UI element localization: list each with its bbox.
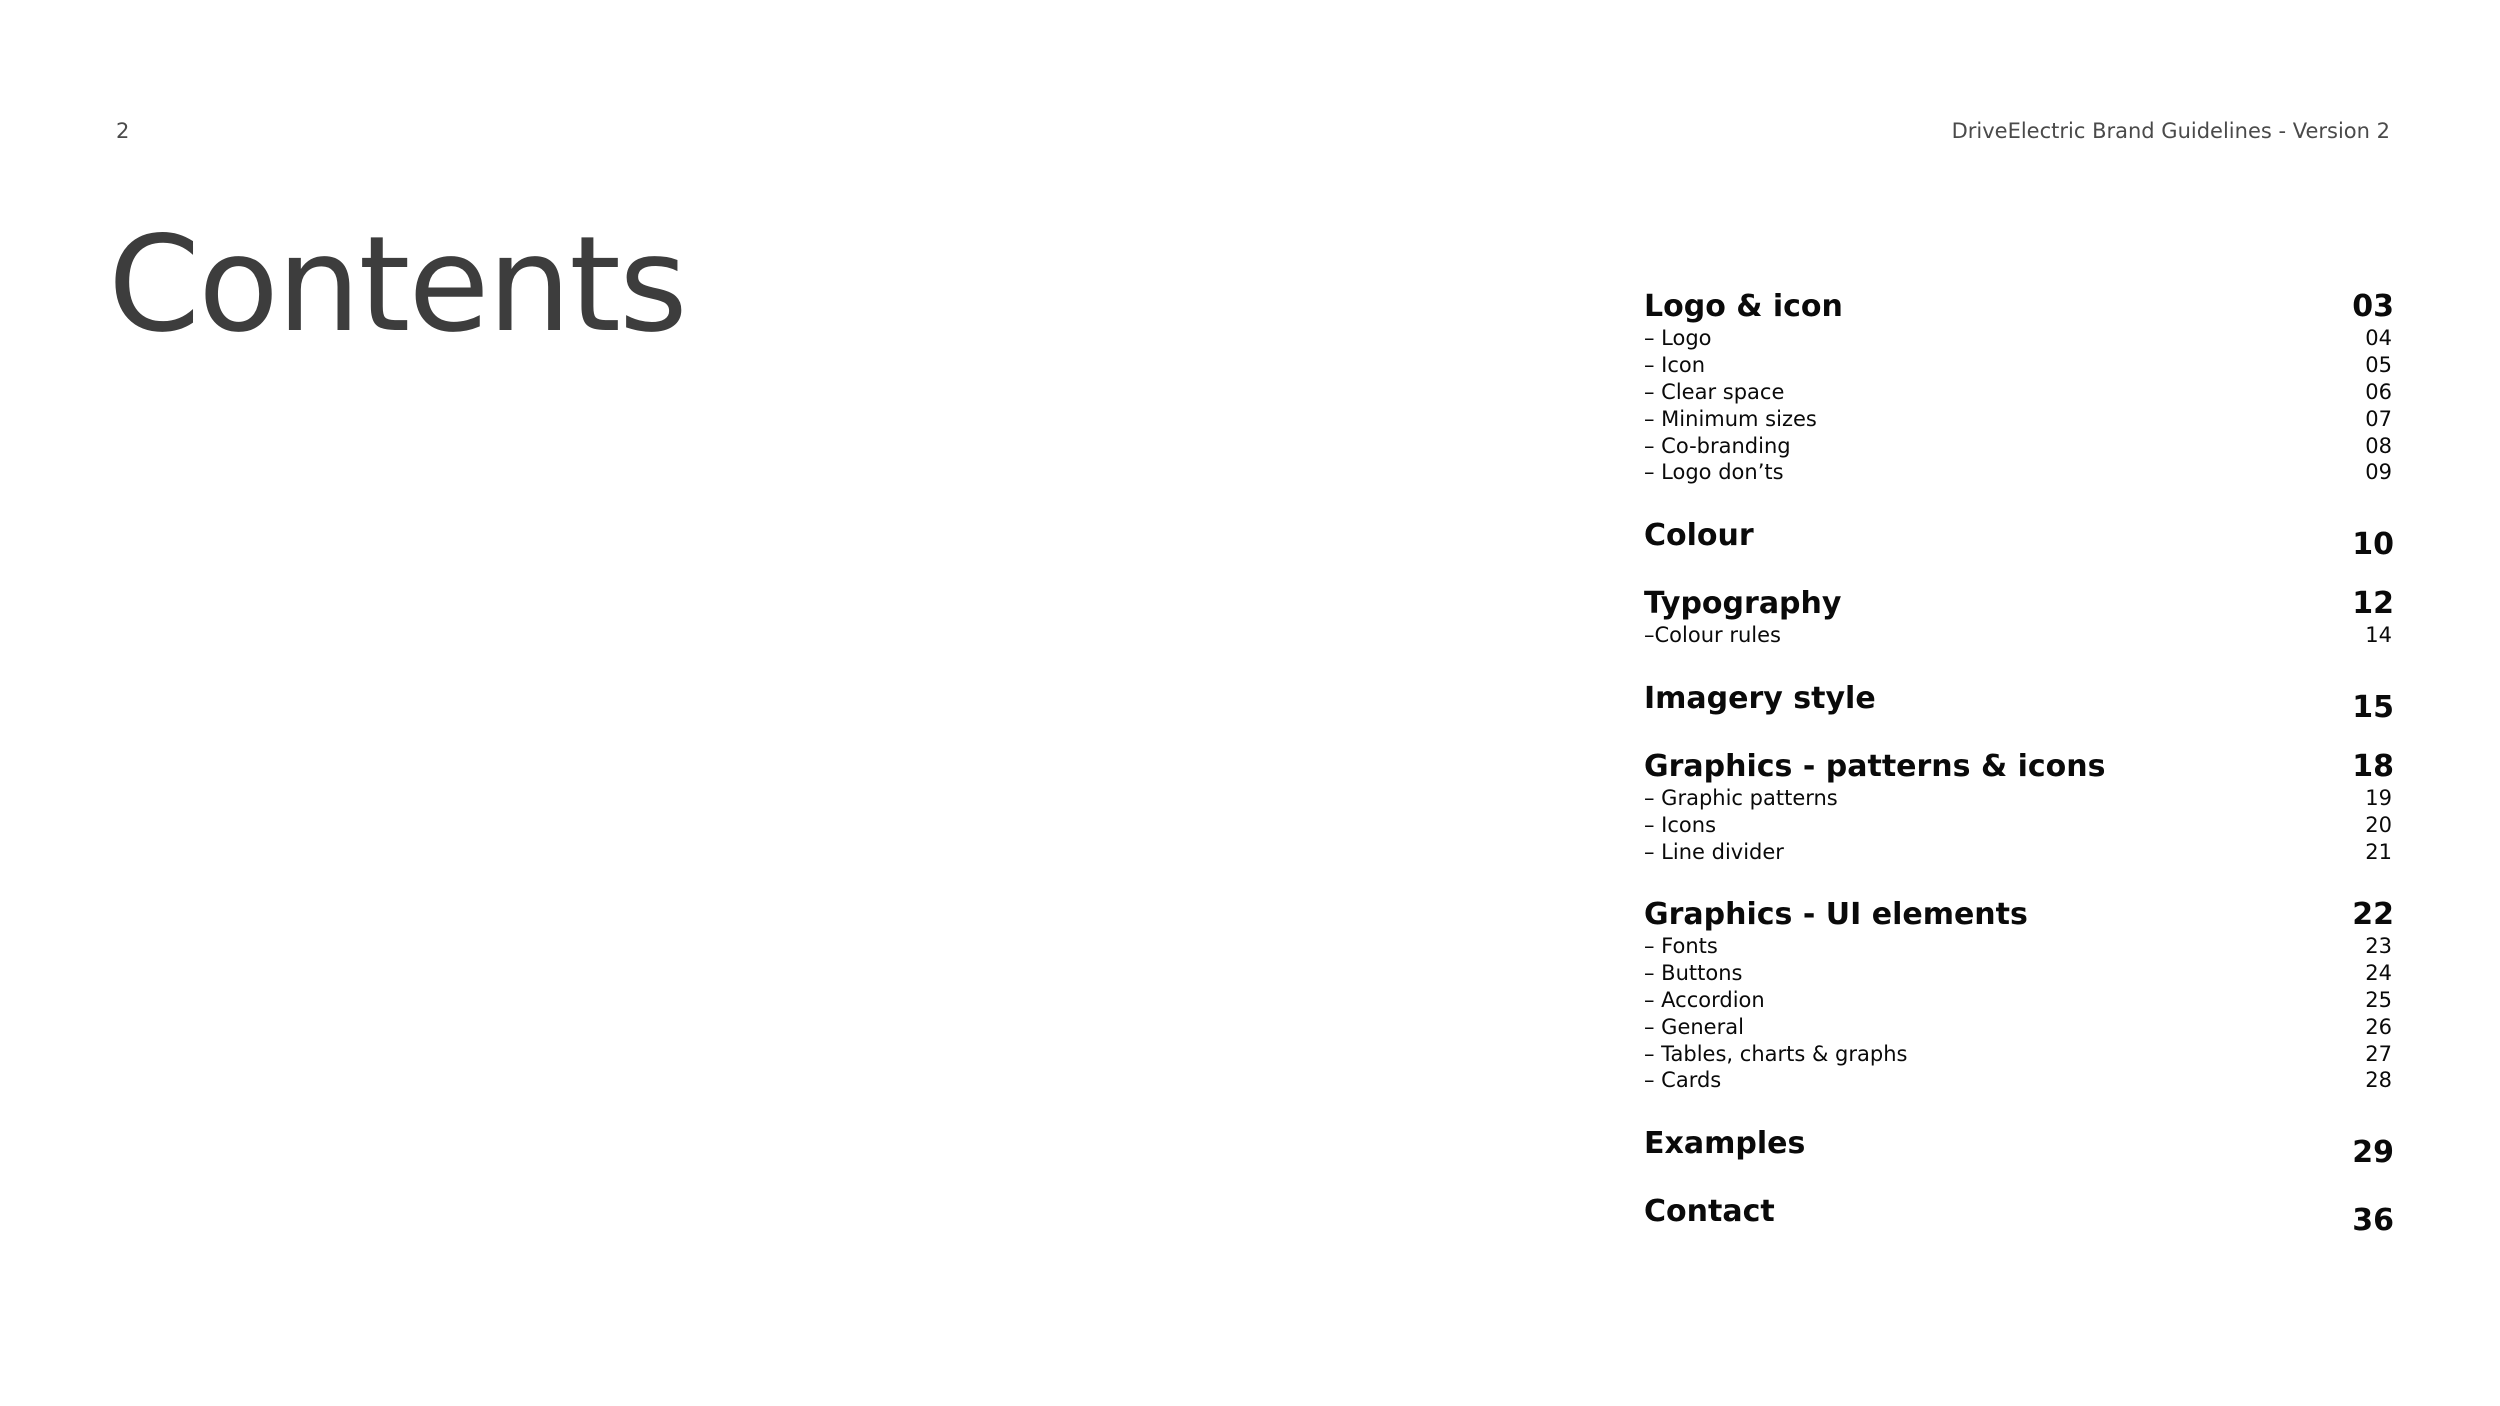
page-number: 2 <box>116 119 130 143</box>
toc-subitem-title: – Minimum sizes <box>1644 406 1817 431</box>
toc-section-page-number: 10 <box>2352 526 2394 562</box>
toc-section-title: Graphics - UI elements <box>1644 896 2028 932</box>
toc-section <box>1644 285 2394 486</box>
toc-subitem-title: – Graphic patterns <box>1644 785 1838 810</box>
toc-subitem-page-number: 14 <box>2365 623 2392 648</box>
toc-section <box>1644 745 2394 865</box>
toc-subitem-page-number: 21 <box>2365 839 2392 864</box>
toc-subitem-page-number: 08 <box>2365 433 2392 458</box>
toc-subitem-title: – Buttons <box>1644 961 1743 986</box>
toc-section <box>1644 514 2394 562</box>
toc-section-heading[interactable] <box>1644 514 2394 562</box>
toc-subitem-title: – Fonts <box>1644 934 1718 959</box>
toc-subitem-title: – Line divider <box>1644 839 1784 864</box>
toc-section-heading[interactable] <box>1644 1190 2394 1238</box>
toc-section-page-number: 15 <box>2352 689 2394 725</box>
toc-subitem-page-number: 19 <box>2365 785 2392 810</box>
toc-subitem-page-number: 28 <box>2365 1068 2392 1093</box>
toc-subitem-page-number: 24 <box>2365 961 2392 986</box>
toc-section-title: Examples <box>1644 1125 1806 1161</box>
toc-section <box>1644 1122 2394 1170</box>
toc-section-page-number: 22 <box>2352 896 2394 932</box>
toc-subitem-page-number: 04 <box>2365 326 2392 351</box>
toc-subitem[interactable] <box>1644 352 2394 379</box>
toc-section <box>1644 677 2394 725</box>
toc-section-title: Colour <box>1644 517 1754 553</box>
table-of-contents <box>1644 285 2394 1258</box>
toc-subitem-page-number: 09 <box>2365 460 2392 485</box>
toc-subitem-page-number: 27 <box>2365 1041 2392 1066</box>
toc-section-heading[interactable] <box>1644 893 2394 933</box>
toc-section-heading[interactable] <box>1644 677 2394 725</box>
toc-subitem-page-number: 26 <box>2365 1014 2392 1039</box>
document-header-title: DriveElectric Brand Guidelines - Version 2 <box>1951 119 2390 143</box>
toc-subitem[interactable] <box>1644 785 2394 812</box>
toc-section-page-number: 12 <box>2352 585 2394 621</box>
toc-subitem[interactable] <box>1644 1040 2394 1067</box>
toc-section-page-number: 03 <box>2352 289 2394 324</box>
toc-subitem-title: – General <box>1644 1014 1744 1039</box>
toc-subitem[interactable] <box>1644 622 2394 649</box>
toc-section-heading[interactable] <box>1644 1122 2394 1170</box>
toc-subitem-title: – Co-branding <box>1644 433 1791 458</box>
toc-section-title: Logo & icon <box>1644 289 1843 324</box>
toc-section-title: Contact <box>1644 1193 1775 1229</box>
toc-subitem[interactable] <box>1644 811 2394 838</box>
toc-section-page-number: 36 <box>2352 1202 2394 1238</box>
toc-section-heading[interactable] <box>1644 582 2394 622</box>
toc-subitem[interactable] <box>1644 405 2394 432</box>
toc-section-page-number: 29 <box>2352 1134 2394 1170</box>
toc-section <box>1644 893 2394 1094</box>
toc-section-heading[interactable] <box>1644 285 2394 325</box>
toc-section-title: Typography <box>1644 585 1842 621</box>
toc-subitem-title: –Colour rules <box>1644 623 1781 648</box>
toc-subitem[interactable] <box>1644 432 2394 459</box>
toc-subitem[interactable] <box>1644 325 2394 352</box>
toc-subitem-page-number: 23 <box>2365 934 2392 959</box>
toc-subitem-page-number: 25 <box>2365 987 2392 1012</box>
toc-section <box>1644 1190 2394 1238</box>
toc-subitem[interactable] <box>1644 379 2394 406</box>
toc-section-title: Graphics - patterns & icons <box>1644 748 2106 784</box>
toc-subitem[interactable] <box>1644 838 2394 865</box>
toc-section-title: Imagery style <box>1644 680 1876 716</box>
toc-subitem[interactable] <box>1644 960 2394 987</box>
toc-subitem[interactable] <box>1644 1067 2394 1094</box>
toc-subitem-title: – Icon <box>1644 353 1706 378</box>
toc-subitem-page-number: 07 <box>2365 406 2392 431</box>
toc-subitem-title: – Clear space <box>1644 379 1785 404</box>
toc-subitem[interactable] <box>1644 1013 2394 1040</box>
page-title: Contents <box>108 208 686 362</box>
toc-subitem-page-number: 05 <box>2365 353 2392 378</box>
toc-section-heading[interactable] <box>1644 745 2394 785</box>
toc-subitem-title: – Cards <box>1644 1068 1722 1093</box>
toc-subitem-title: – Accordion <box>1644 987 1765 1012</box>
toc-subitem[interactable] <box>1644 933 2394 960</box>
toc-subitem-page-number: 06 <box>2365 379 2392 404</box>
toc-subitem-title: – Tables, charts & graphs <box>1644 1041 1908 1066</box>
toc-subitem-title: – Logo <box>1644 326 1712 351</box>
toc-subitem[interactable] <box>1644 987 2394 1014</box>
toc-section <box>1644 582 2394 649</box>
toc-subitem-page-number: 20 <box>2365 812 2392 837</box>
toc-subitem-title: – Logo don’ts <box>1644 460 1784 485</box>
toc-section-page-number: 18 <box>2352 748 2394 784</box>
toc-subitem[interactable] <box>1644 459 2394 486</box>
toc-subitem-title: – Icons <box>1644 812 1717 837</box>
